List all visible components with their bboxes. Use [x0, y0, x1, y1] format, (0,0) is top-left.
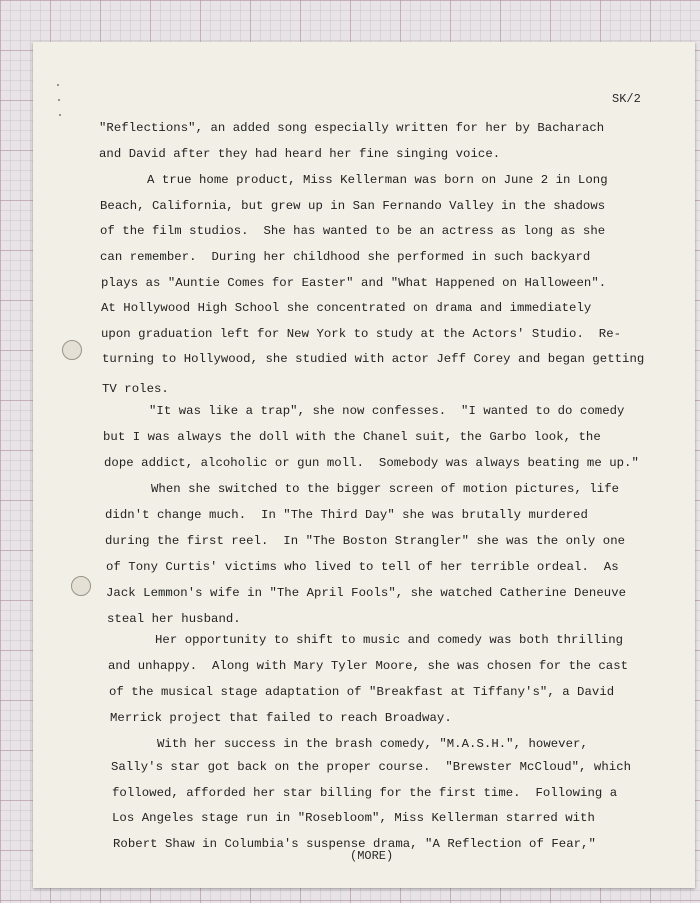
- text-line: steal her husband.: [107, 612, 241, 626]
- text-line: Jack Lemmon's wife in "The April Fools", she watched Catherine Deneuve: [106, 586, 627, 600]
- paper-mark: [59, 114, 61, 116]
- text-line: but I was always the doll with the Chanel suit, the Garbo look, the: [103, 430, 601, 444]
- text-line: Sally's star got back on the proper course. "Brewster McCloud", which: [111, 760, 632, 774]
- text-line: A true home product, Miss Kellerman was born on June 2 in Long: [147, 173, 608, 187]
- text-line: When she switched to the bigger screen of motion pictures, life: [151, 482, 620, 496]
- text-line: didn't change much. In "The Third Day" she was brutally murdered: [105, 508, 588, 522]
- text-line: and David after they had heard her fine singing voice.: [99, 147, 501, 161]
- text-line: during the first reel. In "The Boston Strangler" she was the only one: [105, 534, 626, 548]
- text-line: and unhappy. Along with Mary Tyler Moore, she was chosen for the cast: [108, 659, 629, 673]
- text-line: dope addict, alcoholic or gun moll. Somebody was always beating me up.": [104, 456, 639, 470]
- text-line: followed, afforded her star billing for the first time. Following a: [112, 786, 618, 800]
- text-line: can remember. During her childhood she performed in such backyard: [100, 250, 591, 264]
- punch-hole: [62, 340, 82, 360]
- text-line: of Tony Curtis' victims who lived to tell of her terrible ordeal. As: [106, 560, 619, 574]
- text-line: Robert Shaw in Columbia's suspense drama, "A Reflection of Fear,": [113, 837, 596, 851]
- punch-hole: [71, 576, 91, 596]
- text-line: "It was like a trap", she now confesses. "I wanted to do comedy: [149, 404, 625, 418]
- text-line: Beach, California, but grew up in San Fernando Valley in the shadows: [100, 199, 606, 213]
- text-line: upon graduation left for New York to study at the Actors' Studio. Re-: [101, 327, 622, 341]
- text-line: With her success in the brash comedy, "M.A.S.H.", however,: [157, 737, 588, 751]
- text-line: of the musical stage adaptation of "Breakfast at Tiffany's", a David: [109, 685, 615, 699]
- page-number: SK/2: [612, 92, 641, 106]
- text-line: Her opportunity to shift to music and comedy was both thrilling: [155, 633, 624, 647]
- text-line: turning to Hollywood, she studied with actor Jeff Corey and began getting: [102, 352, 645, 366]
- paper-mark: [58, 99, 60, 101]
- text-line: plays as "Auntie Comes for Easter" and "What Happened on Halloween".: [101, 276, 607, 290]
- text-line: At Hollywood High School she concentrated on drama and immediately: [101, 301, 592, 315]
- continuation-marker: (MORE): [350, 849, 394, 863]
- text-line: Los Angeles stage run in "Rosebloom", Miss Kellerman starred with: [112, 811, 595, 825]
- text-line: TV roles.: [102, 382, 169, 396]
- paper-mark: [57, 84, 59, 86]
- text-line: "Reflections", an added song especially written for her by Bacharach: [99, 121, 605, 135]
- text-line: Merrick project that failed to reach Broadway.: [110, 711, 452, 725]
- text-line: of the film studios. She has wanted to be an actress as long as she: [100, 224, 606, 238]
